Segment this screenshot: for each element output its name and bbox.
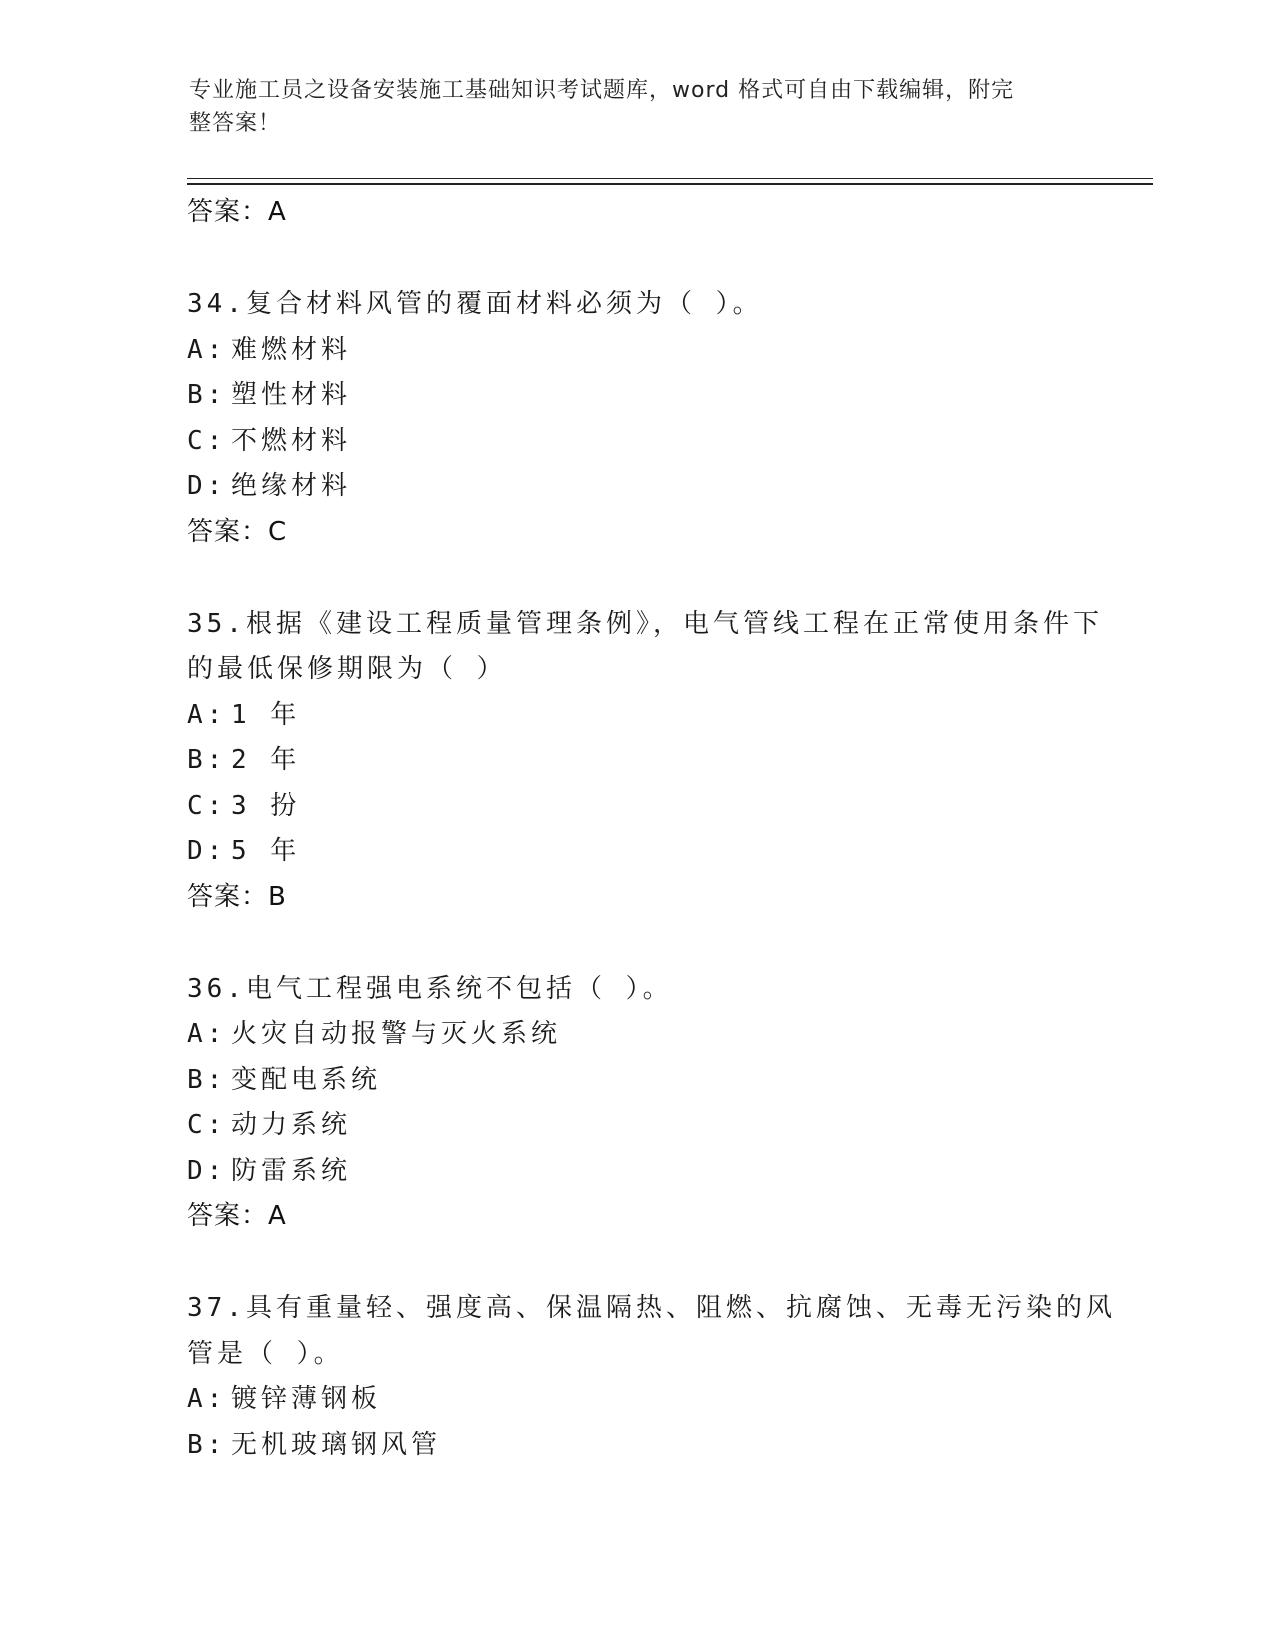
option-letter: B:: [187, 745, 227, 775]
option-text: 镀锌薄钢板: [231, 1384, 382, 1414]
question-stem-continued: 管是（ ）。: [187, 1338, 344, 1369]
option-text: 绝缘材料: [231, 471, 352, 501]
option-letter: A:: [187, 1384, 227, 1414]
option-b: [187, 738, 1087, 784]
option-letter: B:: [187, 1429, 227, 1460]
question-block-34: [187, 282, 1087, 554]
option-a: [187, 328, 1087, 374]
header-line-1: 专业施工员之设备安装施工基础知识考试题库，word 格式可自由下载编辑，附完: [189, 78, 1015, 103]
spacer: [187, 234, 1087, 282]
answer-line: 答案：A: [187, 1201, 287, 1231]
question-block-37: [187, 1286, 1116, 1468]
option-c: [187, 784, 1087, 830]
option-letter: D:: [187, 471, 227, 501]
question-stem-continued: 的最低保修期限为（ ）: [187, 654, 507, 684]
option-letter: C:: [187, 790, 227, 821]
option-letter: B:: [187, 1064, 227, 1095]
option-text: 变配电系统: [231, 1064, 382, 1095]
option-d: [187, 1149, 1087, 1195]
option-text: 防雷系统: [231, 1155, 352, 1186]
option-text: 2 年: [231, 745, 301, 775]
option-letter: D:: [187, 1155, 227, 1186]
option-letter: B:: [187, 380, 227, 410]
option-text: 塑性材料: [231, 380, 352, 410]
answer-line: 答案：B: [187, 881, 287, 912]
header-line-2: 整答案！: [189, 111, 282, 136]
header-divider-thick: [187, 183, 1153, 185]
previous-answer: 答案：A: [187, 197, 287, 227]
option-text: 5 年: [231, 836, 301, 866]
option-c: [187, 1103, 1087, 1149]
option-b: [187, 1058, 1087, 1104]
document-header: [189, 74, 1089, 140]
option-a: [187, 1377, 1087, 1423]
option-letter: A:: [187, 1019, 227, 1049]
option-text: 1 年: [231, 699, 301, 730]
option-text: 难燃材料: [231, 334, 352, 365]
question-stem: 35.根据《建设工程质量管理条例》，电气管线工程在正常使用条件下: [187, 608, 1103, 639]
option-text: 不燃材料: [231, 425, 352, 456]
question-stem: 36.电气工程强电系统不包括（ ）。: [187, 973, 673, 1004]
option-letter: A:: [187, 334, 227, 365]
option-d: [187, 464, 1087, 510]
answer-line: 答案：C: [187, 516, 288, 547]
option-letter: A:: [187, 699, 227, 730]
option-b: [187, 1423, 1087, 1469]
option-letter: C:: [187, 425, 227, 456]
option-letter: D:: [187, 836, 227, 866]
option-text: 无机玻璃钢风管: [231, 1429, 442, 1460]
option-text: 3 扮: [231, 790, 301, 821]
option-c: [187, 419, 1087, 465]
spacer: [187, 554, 1087, 602]
question-stem: 37.具有重量轻、强度高、保温隔热、阻燃、抗腐蚀、无毒无污染的风: [187, 1293, 1116, 1323]
question-block-36: [187, 967, 1087, 1239]
option-text: 动力系统: [231, 1110, 352, 1140]
spacer: [187, 919, 1087, 967]
option-letter: C:: [187, 1110, 227, 1140]
option-a: [187, 1012, 1087, 1058]
question-list: [187, 190, 1116, 1468]
option-b: [187, 373, 1087, 419]
spacer: [187, 1238, 1087, 1286]
option-text: 火灾自动报警与灭火系统: [231, 1019, 562, 1049]
option-d: [187, 829, 1087, 875]
question-stem: 34.复合材料风管的覆面材料必须为（ ）。: [187, 289, 763, 319]
question-block-35: [187, 602, 1103, 919]
option-a: [187, 693, 1087, 739]
header-divider-thin: [187, 178, 1153, 179]
